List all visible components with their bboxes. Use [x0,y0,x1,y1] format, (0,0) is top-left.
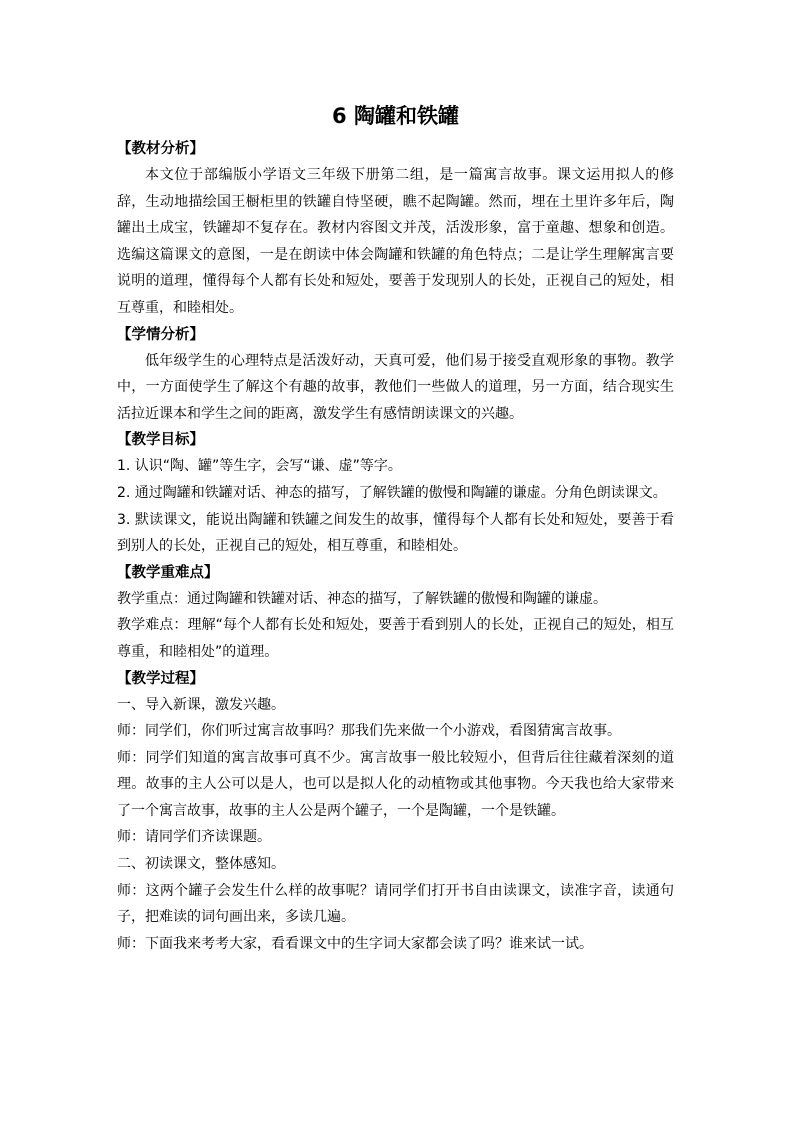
paragraph: 二、初读课文，整体感知。 [117,856,285,873]
paragraph: 一、导入新课，激发兴趣。 [117,696,285,713]
paragraph: 师：同学们知道的寓言故事可真不少。寓言故事一般比较短小，但背后往往藏着深刻的道理。故事的主人公可以是人，也可以是拟人化的动植物或其他事物。今天我也给大家带来了一个寓言故事，故事的主人公是两个罐子，一个是陶罐，一个是铁罐。 [117,749,674,819]
goal-item: 3. 默读课文，能说出陶罐和铁罐之间发生的故事，懂得每个人都有长处和短处，要善于看到别人的长处，正视自己的短处，相互尊重，和睦相处。 [117,511,674,555]
paragraph: 教学难点：理解“每个人都有长处和短处，要善于看到别人的长处，正视自己的短处，相互尊重，和睦相处”的道理。 [117,617,674,660]
paragraph: 师：请同学们齐读课题。 [117,829,271,846]
paragraph: 教学重点：通过陶罐和铁罐对话、神态的描写，了解铁罐的傲慢和陶罐的谦虚。 [117,590,607,607]
section-heading: 【教材分析】 [117,141,204,157]
section-key-points [117,560,674,666]
section-student-analysis [117,322,674,428]
section-heading: 【教学重难点】 [117,564,219,581]
goal-item: 1. 认识“陶、罐”等生字，会写“谦、虚”等字。 [117,458,402,475]
paragraph: 低年级学生的心理特点是活泼好动，天真可爱，他们易于接受直观形象的事物。教学中，一方面使学生了解这个有趣的故事，教他们一些做人的道理，另一方面，结合现实生活拉近课本和学生之间的距离，激发学生有感情朗读课文的兴趣。 [117,352,674,422]
section-heading: 【教学目标】 [117,432,204,449]
section-heading: 【教学过程】 [117,670,204,687]
section-teaching-goals [117,427,674,559]
paragraph: 师：同学们，你们听过寓言故事吗？那我们先来做一个小游戏，看图猜寓言故事。 [117,723,621,740]
document-title: 6 陶罐和铁罐 [332,104,459,128]
section-heading: 【学情分析】 [117,326,204,343]
goal-item: 2. 通过陶罐和铁罐对话、神态的描写，了解铁罐的傲慢和陶罐的谦虚。分角色朗读课文。 [117,484,667,501]
paragraph: 师：这两个罐子会发生什么样的故事呢？请同学们打开书自由读课文，读准字音，读通句子，把难读的词句画出来，多读几遍。 [117,882,674,926]
section-textbook-analysis [117,136,674,322]
paragraph: 师：下面我来考考大家，看看课文中的生字词大家都会读了吗？谁来试一试。 [117,935,593,952]
section-teaching-process [117,666,674,958]
paragraph: 本文位于部编版小学语文三年级下册第二组，是一篇寓言故事。课文运用拟人的修辞，生动地描绘国王橱柜里的铁罐自恃坚硬，瞧不起陶罐。然而，埋在土里许多年后，陶罐出土成宝，铁罐却不复存在。教材内容图文并茂，活泼形象，富于童趣、想象和创造。选编这篇课文的意图，一是在朗读中体会陶罐和铁罐的角色特点；二是让学生理解寓言要说明的道理，懂得每个人都有长处和短处，要善于发现别人的长处，正视自己的短处，相互尊重，和睦相处。 [117,167,674,316]
